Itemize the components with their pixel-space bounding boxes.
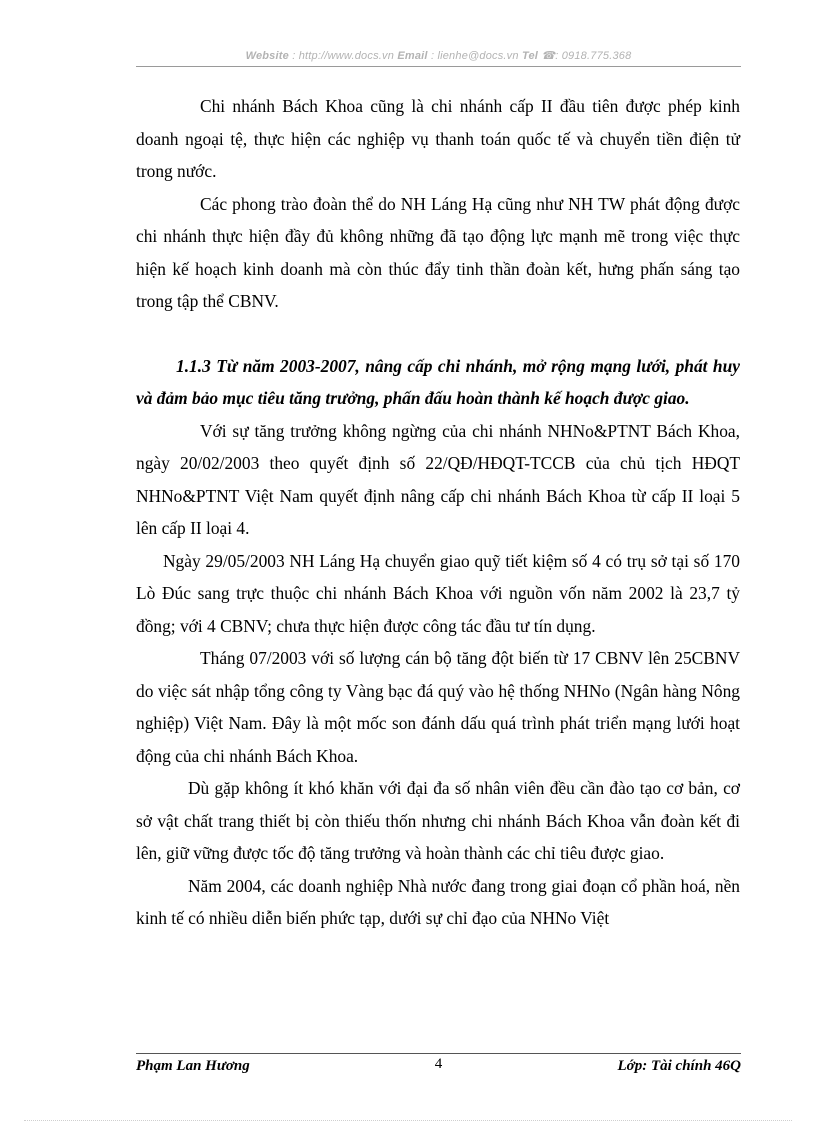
tel-label: Tel xyxy=(521,50,539,62)
page-bottom-border xyxy=(24,1120,792,1121)
paragraph-1: Chi nhánh Bách Khoa cũng là chi nhánh cấp II đầu tiên được phép kinh doanh ngoại tệ, thực hiện các nghiệp vụ thanh toán quốc tế và chuyển tiền điện tử trong nước. xyxy=(136,96,740,181)
page-footer xyxy=(136,1056,741,1078)
header-divider xyxy=(136,66,741,67)
paragraph-5: Tháng 07/2003 với số lượng cán bộ tăng đột biến từ 17 CBNV lên 25CBNV do việc sát nhập tổng công ty Vàng bạc đá quý vào hệ thống NHNo (Ngân hàng Nông nghiệp) Việt Nam. Đây là một mốc son đánh dấu quá trình phát triển mạng lưới hoạt động của chi nhánh Bách Khoa. xyxy=(136,648,740,766)
email-value: : lienhe@docs.vn xyxy=(430,50,519,62)
website-value: : http://www.docs.vn xyxy=(292,50,395,62)
footer-divider xyxy=(136,1053,741,1054)
email-label: Email xyxy=(397,50,428,62)
section-heading: 1.1.3 Từ năm 2003-2007, nâng cấp chi nhánh, mở rộng mạng lưới, phát huy và đảm bảo mục tiêu tăng trưởng, phấn đấu hoàn thành kế hoạch được giao. xyxy=(136,355,740,408)
paragraph-2: Các phong trào đoàn thể do NH Láng Hạ cũng như NH TW phát động được chi nhánh thực hiện đầy đủ không những đã tạo động lực mạnh mẽ trong việc thực hiện kế hoạch kinh doanh mà còn thúc đẩy tinh thần đoàn kết, hưng phấn sáng tạo trong tập thể CBNV. xyxy=(136,193,740,311)
document-body xyxy=(136,90,740,935)
website-label: Website xyxy=(245,50,289,62)
footer-author: Phạm Lan Hương xyxy=(136,1058,250,1074)
tel-value: ☎: 0918.775.368 xyxy=(541,50,632,62)
page-number: 4 xyxy=(434,1056,443,1072)
paragraph-3: Với sự tăng trưởng không ngừng của chi nhánh NHNo&PTNT Bách Khoa, ngày 20/02/2003 theo quyết định số 22/QĐ/HĐQT-TCCB của chủ tịch HĐQT NHNo&PTNT Việt Nam quyết định nâng cấp chi nhánh Bách Khoa từ cấp II loại 5 lên cấp II loại 4. xyxy=(136,420,740,538)
footer-class: Lớp: Tài chính 46Q xyxy=(617,1058,741,1074)
paragraph-7: Năm 2004, các doanh nghiệp Nhà nước đang trong giai đoạn cổ phần hoá, nền kinh tế có nhiều diễn biến phức tạp, dưới sự chỉ đạo của NHNo Việt xyxy=(136,875,740,928)
paragraph-6: Dù gặp không ít khó khăn với đại đa số nhân viên đều cần đào tạo cơ bản, cơ sở vật chất trang thiết bị còn thiếu thốn nhưng chi nhánh Bách Khoa vẫn đoàn kết đi lên, giữ vững được tốc độ tăng trưởng và hoàn thành các chỉ tiêu được giao. xyxy=(136,778,740,863)
paragraph-4: Ngày 29/05/2003 NH Láng Hạ chuyển giao quỹ tiết kiệm số 4 có trụ sở tại số 170 Lò Đúc sang trực thuộc chi nhánh Bách Khoa với nguồn vốn năm 2002 là 23,7 tỷ đồng; với 4 CBNV; chưa thực hiện được công tác đầu tư tín dụng. xyxy=(136,550,740,636)
page-header xyxy=(136,49,741,62)
